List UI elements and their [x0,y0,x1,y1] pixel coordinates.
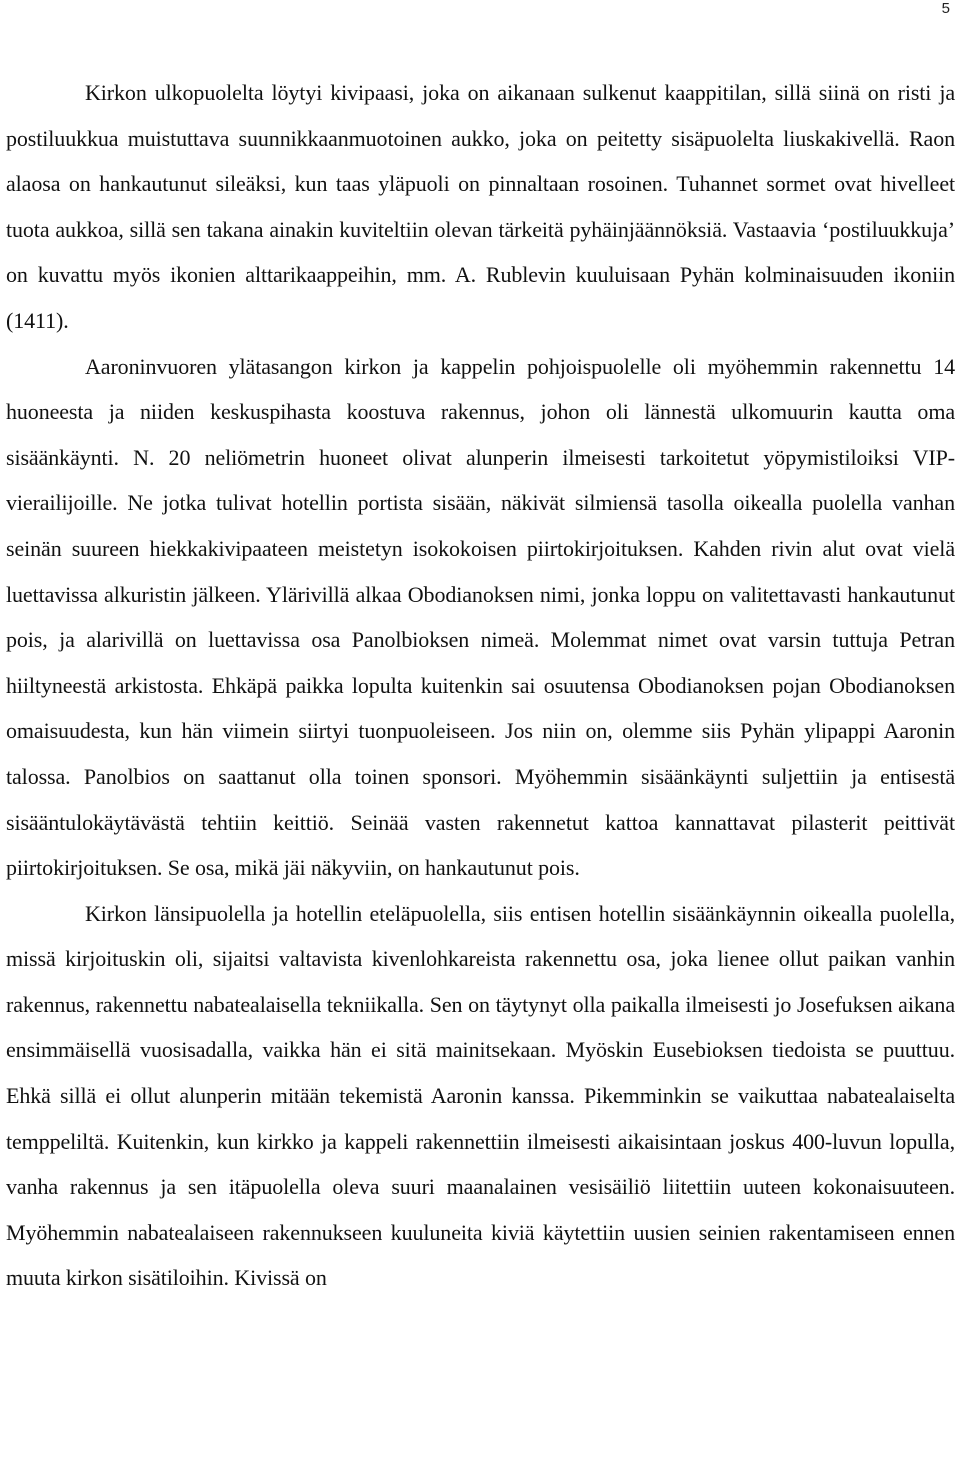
document-body [6,70,955,1301]
paragraph-3: Kirkon länsipuolella ja hotellin eteläpuolella, siis entisen hotellin sisäänkäynnin oikealla puolella, missä kirjoituskin oli, sijaitsi valtavista kivenlohkareista rakennettu osa, joka lienee ollut paikan vanhin rakennus, rakennettu nabatealaisella tekniikalla. Sen on täytynyt olla paikalla ilmeisesti jo Josefuksen aikana ensimmäisellä vuosisadalla, vaikka hän ei sitä mainitsekaan. Myöskin Eusebioksen tiedoista se puuttuu. Ehkä sillä ei ollut alunperin mitään tekemistä Aaronin kanssa. Pikemminkin se vaikuttaa nabatealaiselta temppeliltä. Kuitenkin, kun kirkko ja kappeli rakennettiin ilmeisesti aikaisintaan joskus 400-luvun lopulla, vanha rakennus ja sen itäpuolella oleva suuri maanalainen vesisäiliö liitettiin uuteen kokonaisuuteen. Myöhemmin nabatealaiseen rakennukseen kuuluneita kiviä käytettiin uusien seinien rakentamiseen ennen muuta kirkon sisätiloihin. Kivissä on [6,900,955,1291]
paragraph-1: Kirkon ulkopuolelta löytyi kivipaasi, joka on aikanaan sulkenut kaappitilan, sillä siinä on risti ja postiluukkua muistuttava suunnikkaanmuotoinen aukko, joka on peitetty sisäpuolelta liuskakivellä. Raon alaosa on hankautunut sileäksi, kun taas yläpuoli on pinnaltaan rosoinen. Tuhannet sormet ovat hivelleet tuota aukkoa, sillä sen takana ainakin kuviteltiin olevan tärkeitä pyhäinjäännöksiä. Vastaavia ‘postiluukkuja’ on kuvattu myös ikonien alttarikaappeihin, mm. A. Rublevin kuuluisaan Pyhän kolminaisuuden ikoniin (1411). [6,80,955,333]
paragraph-2: Aaroninvuoren ylätasangon kirkon ja kappelin pohjoispuolelle oli myöhemmin rakennettu 14 huoneesta ja niiden keskuspihasta koostuva rakennus, johon oli lännestä ulkomuurin kautta oma sisäänkäynti. N. 20 neliömetrin huoneet olivat alunperin ilmeisesti tarkoitetut yöpymistiloiksi VIP-vierailijoille. Ne jotka tulivat hotellin portista sisään, näkivät silmiensä tasolla oikealla puolella vanhan seinän suureen hiekkakivipaateen meistetyn isokokoisen piirtokirjoituksen. Kahden rivin alut ovat vielä luettavissa alkuristin jälkeen. Ylärivillä alkaa Obodianoksen nimi, jonka loppu on valitettavasti hankautunut pois, ja alarivillä on luettavissa osa Panolbioksen nimeä. Molemmat nimet ovat varsin tuttuja Petran hiiltyneestä arkistosta. Ehkäpä paikka lopulta kuitenkin sai osuutensa Obodianoksen pojan Obodianoksen omaisuudesta, kun hän viimein siirtyi tuonpuoleiseen. Jos niin on, olemme siis Pyhän ylipappi Aaronin talossa. Panolbios on saattanut olla toinen sponsori. Myöhemmin sisäänkäynti suljettiin ja entisestä sisääntulokäytävästä tehtiin keittiö. Seinää vasten rakennetut kattoa kannattavat pilasterit peittivät piirtokirjoituksen. Se osa, mikä jäi näkyviin, on hankautunut pois. [6,353,955,881]
page-number: 5 [941,0,950,17]
